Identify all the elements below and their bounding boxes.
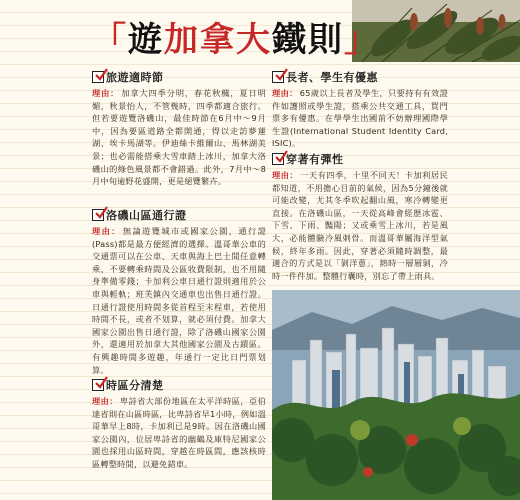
checkbox-icon xyxy=(92,379,104,391)
checkbox-icon xyxy=(92,71,104,83)
section-text: 無論遊覽城市或國家公園，通行證(Pass)都是最方便經濟的選擇。溫哥華公車的交通票可以在公車、天車與海上巴士間任意轉乘，不要轉乘時間及公區收費限制，也不用隨身準備零錢；卡加利公車日通行證則適用於公車與輕軌；班芙鎮內交通車也出售日通行證。日通行證使用時間多從首程至末程車，若使用時間不長，或者不划算，就必須付費。加拿大國家公園出售日通行證，除了洛磯山國家公園外，還適用於加拿大其他國家公園及古蹟區。有興趣時間多遊趣，年通行一定比日門票划算。 xyxy=(92,226,266,375)
reason-label: 理由： xyxy=(92,226,121,236)
section-heading xyxy=(272,152,448,166)
section-discount xyxy=(272,70,448,150)
section-body xyxy=(272,169,448,282)
section-text: 加拿大四季分明，春花秋楓，夏日明媚，秋景怡人，不管幾時，四季都適合旅行。但若要遊覽洛磯山，最佳時節在6月中～9月中，因為要區道路全都開通，得以走訪夢蓮湖、埃卡馬湖等。伊迪絲卡維爾山、馬林湖美景；也必需能搭乘大雪車踏上冰川，加拿大洛磯山的綠色風景都不會錯過。此外，7月中～8月中旬逾野花盛開，更是絕覽繁卉。 xyxy=(92,88,267,187)
title-bracket-open: 「 xyxy=(92,20,128,60)
section-clothing xyxy=(272,152,448,282)
reason-label: 理由： xyxy=(272,170,299,180)
section-body xyxy=(92,87,266,188)
checkbox-icon xyxy=(272,153,284,165)
section-title: 穿著有彈性 xyxy=(286,153,344,166)
title-rules: 鐵則 xyxy=(272,20,344,60)
section-body xyxy=(272,87,448,150)
section-body xyxy=(92,225,266,376)
page-title xyxy=(92,18,380,62)
reason-label: 理由： xyxy=(272,88,298,98)
vancouver-skyline-photo xyxy=(272,290,520,500)
section-heading xyxy=(92,70,266,84)
title-char-you: 遊 xyxy=(128,20,164,60)
section-heading xyxy=(92,208,266,222)
section-best-season xyxy=(92,70,266,188)
title-canada: 加拿大 xyxy=(164,20,272,60)
checkbox-icon xyxy=(272,71,284,83)
section-text: 卑詩省大部份地區在太平洋時區，亞伯達省則在山區時區，比卑詩省早1小時，例如溫哥華早上8時，卡加利已是9時。因在洛磯山國家公園內，位居卑詩省的幽鶴及庫特尼國家公園也採用山區時間，穿越在時區間，應該核時區轉整時間，以避免錯車。 xyxy=(92,396,266,469)
section-timezone xyxy=(92,378,266,471)
section-text: 65歲以上長者及學生，只要持有有效證件如護照或學生證，搭乘公共交通工具，買門票多有優惠。在學學生出國前不妨辦理國際學生證(International Student Identity Card, ISIC)。 xyxy=(272,88,448,149)
section-pass xyxy=(92,208,266,376)
section-title: 旅遊適時節 xyxy=(106,71,164,84)
reason-label: 理由： xyxy=(92,88,120,98)
section-heading xyxy=(272,70,448,84)
reason-label: 理由： xyxy=(92,396,118,406)
section-title: 長者、學生有優惠 xyxy=(286,71,378,84)
section-title: 時區分清楚 xyxy=(106,379,164,392)
section-text: 一天有四季，十里不同天！卡加利居民都知道，不用擔心目前的氣候，因為5分鐘後就可能改變，尤其冬季吹起翻山風，寒冷轉變更直接。在洛磯山區，一天從高峰會經歷冰雹、下雪、下雨、豔陽；又或乘雪上冰川，若是風大，必能體驗冷風刺骨。而溫哥華屬海洋型氣候，終年多雨。因此，穿著必須隨時調整，最適合的方式是以「剝洋蔥」，熱時一層層剝，冷時一件件加。整體行囊時，別忘了帶上雨具。 xyxy=(272,170,448,281)
title-bracket-close: 」 xyxy=(344,20,380,60)
section-heading xyxy=(92,378,266,392)
section-title: 洛磯山區通行證 xyxy=(106,209,187,222)
section-body xyxy=(92,395,266,471)
checkbox-icon xyxy=(92,209,104,221)
